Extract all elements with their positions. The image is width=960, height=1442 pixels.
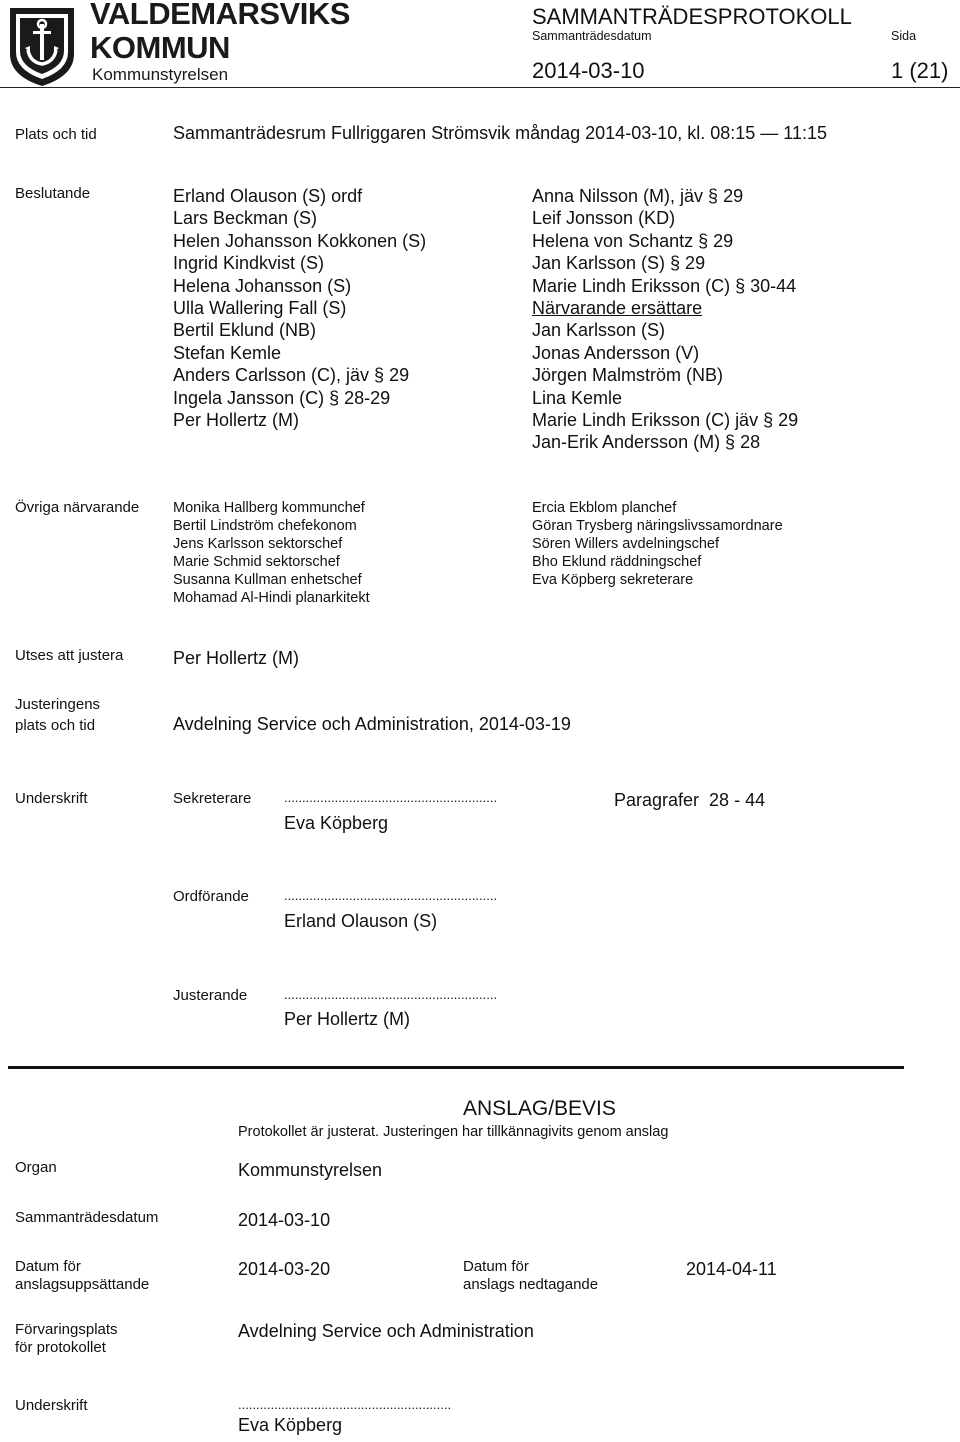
- adjust-place-label-2: plats och tid: [15, 717, 96, 734]
- list-item: Ingela Jansson (C) § 28-29: [173, 387, 391, 408]
- deciding-col2: [532, 185, 798, 454]
- list-item: Lina Kemle: [532, 387, 623, 408]
- notice-title: ANSLAG/BEVIS: [463, 1097, 616, 1120]
- list-item: Leif Jonsson (KD): [532, 208, 676, 229]
- org-name-line3: Kommunstyrelsen: [92, 65, 229, 84]
- signature-line: ...........................................................: [284, 987, 498, 1002]
- others-col1: [173, 499, 370, 607]
- list-item: Lars Beckman (S): [173, 208, 318, 229]
- anchor-shield-icon: [6, 4, 78, 88]
- list-item: Ulla Wallering Fall (S): [173, 298, 347, 319]
- list-item: Susanna Kullman enhetschef: [173, 572, 362, 588]
- list-item: Anders Carlsson (C), jäv § 29: [173, 365, 410, 386]
- list-item: Helena Johansson (S): [173, 275, 352, 296]
- signature-name: Eva Köpberg: [284, 813, 389, 833]
- others-col2: [532, 499, 783, 589]
- list-item: Ingrid Kindkvist (S): [173, 253, 325, 274]
- list-item: Marie Lindh Eriksson (C) jäv § 29: [532, 410, 799, 431]
- posted-label-1: Datum för: [15, 1258, 81, 1275]
- organ-label: Organ: [15, 1159, 57, 1176]
- header-divider: [0, 87, 960, 88]
- signature-line: ...........................................................: [284, 888, 498, 903]
- adjust-place-value: Avdelning Service och Administration, 2014-03-19: [173, 714, 571, 734]
- org-name-line2: KOMMUN: [90, 30, 230, 65]
- list-item: Bertil Lindström chefekonom: [173, 518, 357, 534]
- adjust-place-label-1: Justeringens: [15, 696, 101, 713]
- list-item: Monika Hallberg kommunchef: [173, 500, 365, 516]
- signature-role: Ordförande: [173, 888, 249, 905]
- notice-meeting-date-label: Sammanträdesdatum: [15, 1209, 159, 1226]
- date-label: Sammanträdesdatum: [532, 29, 652, 43]
- removed-date: 2014-04-11: [686, 1259, 777, 1279]
- list-item: Marie Lindh Eriksson (C) § 30-44: [532, 275, 797, 296]
- list-item: Jan Karlsson (S): [532, 320, 666, 341]
- signature-role: Justerande: [173, 987, 248, 1004]
- list-item: Jan Karlsson (S) § 29: [532, 253, 706, 274]
- deciding-label: Beslutande: [15, 185, 91, 202]
- notice-divider: [8, 1066, 904, 1069]
- municipality-logo: [6, 4, 78, 88]
- notice-sign-label: Underskrift: [15, 1397, 88, 1414]
- list-item: Per Hollertz (M): [173, 410, 300, 431]
- paragraphs-range: Paragrafer 28 - 44: [614, 790, 766, 810]
- signature-line: ...........................................................: [284, 790, 498, 805]
- list-item: Erland Olauson (S) ordf: [173, 186, 363, 206]
- doc-title: SAMMANTRÄDESPROTOKOLL: [532, 4, 852, 29]
- list-item: Bertil Eklund (NB): [173, 320, 317, 341]
- list-item: Mohamad Al-Hindi planarkitekt: [173, 590, 370, 606]
- organ-value: Kommunstyrelsen: [238, 1160, 383, 1180]
- place-time-value: Sammanträdesrum Fullriggaren Strömsvik måndag 2014-03-10, kl. 08:15 — 11:15: [173, 123, 827, 143]
- list-item: Helena von Schantz § 29: [532, 230, 734, 251]
- signature-name: Per Hollertz (M): [284, 1009, 411, 1029]
- notice-meeting-date: 2014-03-10: [238, 1210, 331, 1230]
- others-label: Övriga närvarande: [15, 499, 140, 516]
- page-label: Sida: [891, 29, 917, 43]
- list-item: Sören Willers avdelningschef: [532, 536, 719, 552]
- deciding-col1: [173, 185, 426, 431]
- list-item: Ercia Ekblom planchef: [532, 500, 677, 516]
- adjuster-value: Per Hollertz (M): [173, 648, 300, 668]
- signature-label: Underskrift: [15, 790, 88, 807]
- notice-sign-name: Eva Köpberg: [238, 1415, 343, 1435]
- notice-subtitle: Protokollet är justerat. Justeringen har tillkännagivits genom anslag: [238, 1124, 669, 1140]
- posted-label-2: anslagsuppsättande: [15, 1276, 150, 1293]
- removed-label-1: Datum för: [463, 1258, 529, 1275]
- posted-date: 2014-03-20: [238, 1259, 331, 1279]
- notice-signature-line: ...........................................................: [238, 1397, 452, 1412]
- org-name-line1: VALDEMARSVIKS: [90, 0, 350, 31]
- list-item: Bho Eklund räddningschef: [532, 554, 702, 570]
- adjuster-label: Utses att justera: [15, 647, 124, 664]
- signature-role: Sekreterare: [173, 790, 252, 807]
- list-item: Marie Schmid sektorschef: [173, 554, 340, 570]
- list-item: Göran Trysberg näringslivssamordnare: [532, 518, 783, 534]
- list-item: Jens Karlsson sektorschef: [173, 536, 343, 552]
- storage-label-1: Förvaringsplats: [15, 1321, 118, 1338]
- list-item: Jörgen Malmström (NB): [532, 365, 724, 386]
- list-item: Jan-Erik Andersson (M) § 28: [532, 432, 761, 453]
- list-item: Jonas Andersson (V): [532, 342, 700, 363]
- list-item: Anna Nilsson (M), jäv § 29: [532, 186, 744, 206]
- place-time-label: Plats och tid: [15, 126, 97, 143]
- storage-label-2: för protokollet: [15, 1339, 106, 1356]
- meeting-date: 2014-03-10: [532, 58, 645, 83]
- signature-name: Erland Olauson (S): [284, 911, 438, 931]
- removed-label-2: anslags nedtagande: [463, 1276, 599, 1293]
- list-item: Eva Köpberg sekreterare: [532, 572, 694, 588]
- storage-value: Avdelning Service och Administration: [238, 1321, 534, 1341]
- page-number: 1 (21): [891, 58, 949, 83]
- list-item: Helen Johansson Kokkonen (S): [173, 230, 427, 251]
- list-item: Stefan Kemle: [173, 342, 282, 363]
- substitutes-heading: Närvarande ersättare: [532, 298, 703, 319]
